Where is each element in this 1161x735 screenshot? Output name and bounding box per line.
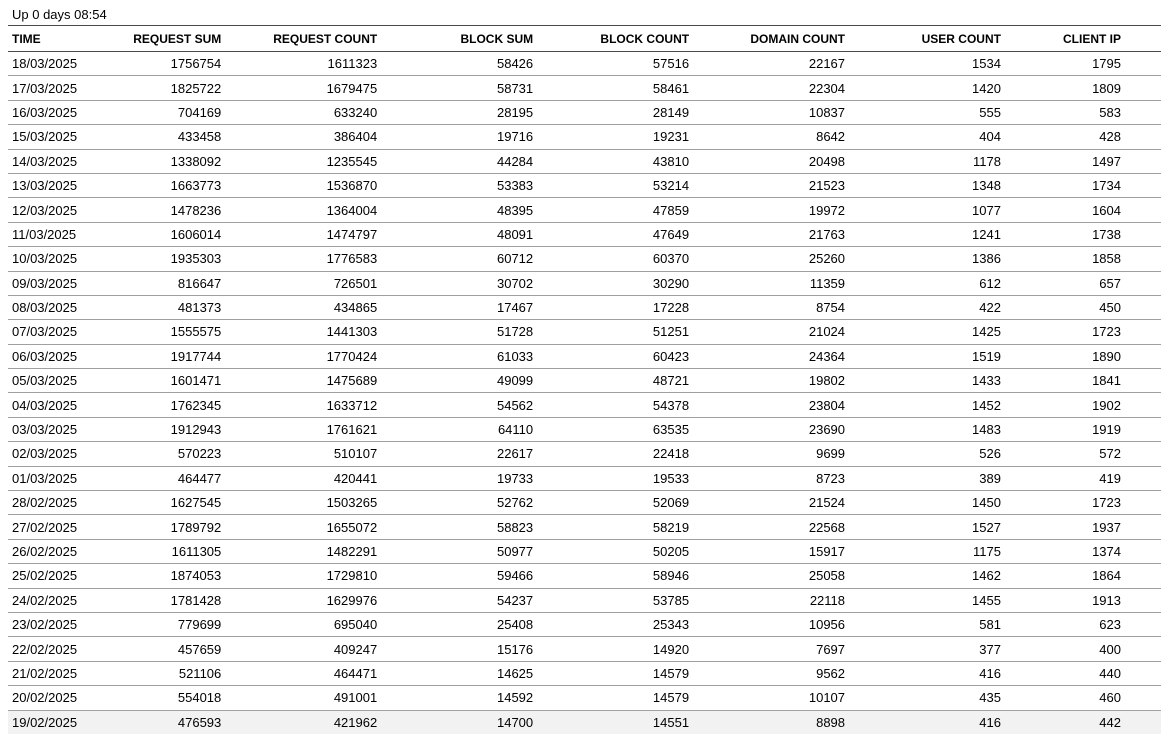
cell-user-count: 389	[849, 466, 1005, 490]
cell-request-sum: 1663773	[108, 173, 225, 197]
cell-request-sum: 1825722	[108, 76, 225, 100]
cell-request-count: 1482291	[225, 539, 381, 563]
cell-client-ip: 1734	[1005, 173, 1161, 197]
cell-client-ip: 442	[1005, 710, 1161, 734]
cell-request-count: 1655072	[225, 515, 381, 539]
cell-request-sum: 1756754	[108, 52, 225, 76]
cell-client-ip: 440	[1005, 661, 1161, 685]
cell-user-count: 1527	[849, 515, 1005, 539]
cell-time: 22/02/2025	[8, 637, 108, 661]
cell-time: 02/03/2025	[8, 442, 108, 466]
cell-user-count: 1425	[849, 320, 1005, 344]
cell-block-count: 22418	[537, 442, 693, 466]
cell-block-count: 17228	[537, 295, 693, 319]
cell-time: 16/03/2025	[8, 100, 108, 124]
cell-time: 11/03/2025	[8, 222, 108, 246]
cell-client-ip: 583	[1005, 100, 1161, 124]
cell-block-count: 51251	[537, 320, 693, 344]
cell-request-count: 695040	[225, 612, 381, 636]
cell-domain-count: 9699	[693, 442, 849, 466]
cell-block-sum: 19716	[381, 125, 537, 149]
cell-domain-count: 7697	[693, 637, 849, 661]
table-row	[8, 686, 1161, 710]
cell-request-count: 1536870	[225, 173, 381, 197]
stats-table	[8, 25, 1161, 734]
cell-request-sum: 1611305	[108, 539, 225, 563]
cell-block-count: 28149	[537, 100, 693, 124]
cell-request-sum: 704169	[108, 100, 225, 124]
cell-block-count: 14551	[537, 710, 693, 734]
cell-block-sum: 22617	[381, 442, 537, 466]
cell-request-sum: 816647	[108, 271, 225, 295]
cell-block-count: 53214	[537, 173, 693, 197]
cell-block-count: 60423	[537, 344, 693, 368]
cell-time: 01/03/2025	[8, 466, 108, 490]
cell-request-sum: 1789792	[108, 515, 225, 539]
cell-user-count: 1175	[849, 539, 1005, 563]
cell-user-count: 1420	[849, 76, 1005, 100]
cell-domain-count: 10837	[693, 100, 849, 124]
cell-block-sum: 54562	[381, 393, 537, 417]
cell-domain-count: 21523	[693, 173, 849, 197]
cell-domain-count: 22304	[693, 76, 849, 100]
cell-block-count: 58461	[537, 76, 693, 100]
table-row	[8, 271, 1161, 295]
cell-request-sum: 570223	[108, 442, 225, 466]
cell-request-count: 633240	[225, 100, 381, 124]
table-row	[8, 710, 1161, 734]
cell-client-ip: 1497	[1005, 149, 1161, 173]
cell-block-sum: 17467	[381, 295, 537, 319]
cell-request-count: 386404	[225, 125, 381, 149]
cell-domain-count: 25260	[693, 247, 849, 271]
column-header-request-sum[interactable]: REQUEST SUM	[108, 26, 225, 52]
cell-request-sum: 521106	[108, 661, 225, 685]
cell-request-count: 1633712	[225, 393, 381, 417]
cell-request-sum: 1874053	[108, 564, 225, 588]
cell-time: 07/03/2025	[8, 320, 108, 344]
cell-client-ip: 657	[1005, 271, 1161, 295]
cell-block-sum: 58823	[381, 515, 537, 539]
cell-block-count: 19231	[537, 125, 693, 149]
table-row	[8, 588, 1161, 612]
cell-client-ip: 1864	[1005, 564, 1161, 588]
cell-time: 05/03/2025	[8, 369, 108, 393]
cell-time: 19/02/2025	[8, 710, 108, 734]
cell-time: 09/03/2025	[8, 271, 108, 295]
cell-request-sum: 1917744	[108, 344, 225, 368]
cell-domain-count: 24364	[693, 344, 849, 368]
cell-request-count: 1474797	[225, 222, 381, 246]
cell-domain-count: 10956	[693, 612, 849, 636]
cell-user-count: 1241	[849, 222, 1005, 246]
cell-client-ip: 623	[1005, 612, 1161, 636]
cell-block-count: 58219	[537, 515, 693, 539]
cell-request-sum: 1781428	[108, 588, 225, 612]
cell-time: 06/03/2025	[8, 344, 108, 368]
cell-domain-count: 8642	[693, 125, 849, 149]
table-row	[8, 173, 1161, 197]
cell-block-sum: 25408	[381, 612, 537, 636]
cell-block-sum: 50977	[381, 539, 537, 563]
table-row	[8, 369, 1161, 393]
cell-client-ip: 1919	[1005, 417, 1161, 441]
cell-request-sum: 1555575	[108, 320, 225, 344]
cell-request-sum: 464477	[108, 466, 225, 490]
cell-block-count: 30290	[537, 271, 693, 295]
cell-block-sum: 14700	[381, 710, 537, 734]
cell-user-count: 435	[849, 686, 1005, 710]
table-row	[8, 125, 1161, 149]
cell-block-sum: 48395	[381, 198, 537, 222]
cell-user-count: 526	[849, 442, 1005, 466]
cell-block-count: 57516	[537, 52, 693, 76]
cell-request-sum: 433458	[108, 125, 225, 149]
table-row	[8, 417, 1161, 441]
cell-time: 10/03/2025	[8, 247, 108, 271]
cell-client-ip: 1858	[1005, 247, 1161, 271]
cell-request-sum: 1601471	[108, 369, 225, 393]
cell-time: 18/03/2025	[8, 52, 108, 76]
cell-domain-count: 22568	[693, 515, 849, 539]
cell-domain-count: 20498	[693, 149, 849, 173]
cell-time: 24/02/2025	[8, 588, 108, 612]
table-row	[8, 247, 1161, 271]
cell-time: 25/02/2025	[8, 564, 108, 588]
cell-block-count: 58946	[537, 564, 693, 588]
cell-block-count: 14579	[537, 661, 693, 685]
cell-block-sum: 61033	[381, 344, 537, 368]
column-header-block-count[interactable]: BLOCK COUNT	[537, 26, 693, 52]
cell-domain-count: 22118	[693, 588, 849, 612]
cell-user-count: 1433	[849, 369, 1005, 393]
cell-user-count: 1455	[849, 588, 1005, 612]
cell-domain-count: 19972	[693, 198, 849, 222]
cell-user-count: 1450	[849, 491, 1005, 515]
cell-request-count: 1611323	[225, 52, 381, 76]
cell-request-sum: 457659	[108, 637, 225, 661]
cell-domain-count: 19802	[693, 369, 849, 393]
table-row	[8, 344, 1161, 368]
cell-request-count: 434865	[225, 295, 381, 319]
table-row	[8, 320, 1161, 344]
cell-block-sum: 52762	[381, 491, 537, 515]
cell-client-ip: 1841	[1005, 369, 1161, 393]
cell-client-ip: 419	[1005, 466, 1161, 490]
cell-block-count: 47649	[537, 222, 693, 246]
cell-client-ip: 1374	[1005, 539, 1161, 563]
cell-block-sum: 60712	[381, 247, 537, 271]
cell-request-count: 1679475	[225, 76, 381, 100]
cell-request-count: 491001	[225, 686, 381, 710]
cell-client-ip: 1723	[1005, 491, 1161, 515]
cell-request-count: 421962	[225, 710, 381, 734]
table-header-row	[8, 26, 1161, 52]
table-row	[8, 442, 1161, 466]
cell-request-sum: 1935303	[108, 247, 225, 271]
cell-time: 13/03/2025	[8, 173, 108, 197]
cell-block-sum: 28195	[381, 100, 537, 124]
cell-time: 03/03/2025	[8, 417, 108, 441]
cell-block-count: 50205	[537, 539, 693, 563]
cell-time: 17/03/2025	[8, 76, 108, 100]
cell-time: 20/02/2025	[8, 686, 108, 710]
cell-user-count: 1077	[849, 198, 1005, 222]
cell-user-count: 416	[849, 661, 1005, 685]
cell-block-sum: 51728	[381, 320, 537, 344]
cell-client-ip: 1937	[1005, 515, 1161, 539]
cell-request-count: 1503265	[225, 491, 381, 515]
cell-request-count: 409247	[225, 637, 381, 661]
cell-request-sum: 1912943	[108, 417, 225, 441]
cell-user-count: 1348	[849, 173, 1005, 197]
cell-request-count: 1761621	[225, 417, 381, 441]
cell-time: 15/03/2025	[8, 125, 108, 149]
cell-user-count: 404	[849, 125, 1005, 149]
cell-client-ip: 1738	[1005, 222, 1161, 246]
cell-time: 08/03/2025	[8, 295, 108, 319]
cell-time: 26/02/2025	[8, 539, 108, 563]
cell-block-sum: 14592	[381, 686, 537, 710]
cell-block-sum: 49099	[381, 369, 537, 393]
cell-domain-count: 25058	[693, 564, 849, 588]
cell-block-sum: 64110	[381, 417, 537, 441]
cell-user-count: 1386	[849, 247, 1005, 271]
cell-block-sum: 14625	[381, 661, 537, 685]
cell-request-count: 510107	[225, 442, 381, 466]
cell-request-count: 1235545	[225, 149, 381, 173]
cell-block-sum: 48091	[381, 222, 537, 246]
cell-time: 14/03/2025	[8, 149, 108, 173]
cell-client-ip: 1913	[1005, 588, 1161, 612]
cell-request-sum: 1762345	[108, 393, 225, 417]
table-row	[8, 222, 1161, 246]
cell-client-ip: 1902	[1005, 393, 1161, 417]
cell-block-count: 14920	[537, 637, 693, 661]
cell-time: 12/03/2025	[8, 198, 108, 222]
cell-user-count: 612	[849, 271, 1005, 295]
cell-time: 21/02/2025	[8, 661, 108, 685]
column-header-user-count[interactable]: USER COUNT	[849, 26, 1005, 52]
cell-client-ip: 1723	[1005, 320, 1161, 344]
table-row	[8, 515, 1161, 539]
cell-request-count: 1770424	[225, 344, 381, 368]
table-row	[8, 52, 1161, 76]
cell-block-sum: 58731	[381, 76, 537, 100]
cell-block-count: 25343	[537, 612, 693, 636]
cell-domain-count: 8898	[693, 710, 849, 734]
cell-block-sum: 53383	[381, 173, 537, 197]
cell-user-count: 1452	[849, 393, 1005, 417]
cell-domain-count: 21024	[693, 320, 849, 344]
cell-user-count: 581	[849, 612, 1005, 636]
cell-block-sum: 59466	[381, 564, 537, 588]
cell-domain-count: 9562	[693, 661, 849, 685]
cell-request-count: 1729810	[225, 564, 381, 588]
column-header-client-ip[interactable]: CLIENT IP	[1005, 26, 1161, 52]
cell-request-sum: 1338092	[108, 149, 225, 173]
cell-block-sum: 44284	[381, 149, 537, 173]
table-row	[8, 466, 1161, 490]
table-row	[8, 491, 1161, 515]
cell-block-sum: 19733	[381, 466, 537, 490]
cell-client-ip: 1795	[1005, 52, 1161, 76]
cell-client-ip: 400	[1005, 637, 1161, 661]
cell-request-sum: 1478236	[108, 198, 225, 222]
cell-time: 04/03/2025	[8, 393, 108, 417]
cell-user-count: 1462	[849, 564, 1005, 588]
cell-request-sum: 779699	[108, 612, 225, 636]
cell-block-sum: 58426	[381, 52, 537, 76]
cell-request-count: 1629976	[225, 588, 381, 612]
column-header-domain-count[interactable]: DOMAIN COUNT	[693, 26, 849, 52]
cell-request-count: 420441	[225, 466, 381, 490]
cell-domain-count: 21763	[693, 222, 849, 246]
cell-request-count: 1441303	[225, 320, 381, 344]
cell-block-sum: 54237	[381, 588, 537, 612]
cell-domain-count: 8754	[693, 295, 849, 319]
cell-time: 27/02/2025	[8, 515, 108, 539]
cell-domain-count: 22167	[693, 52, 849, 76]
table-row	[8, 661, 1161, 685]
table-row	[8, 612, 1161, 636]
cell-user-count: 1483	[849, 417, 1005, 441]
cell-client-ip: 1604	[1005, 198, 1161, 222]
table-row	[8, 539, 1161, 563]
cell-block-count: 19533	[537, 466, 693, 490]
cell-block-sum: 30702	[381, 271, 537, 295]
cell-block-count: 53785	[537, 588, 693, 612]
cell-block-count: 14579	[537, 686, 693, 710]
cell-block-count: 54378	[537, 393, 693, 417]
table-row	[8, 637, 1161, 661]
cell-block-sum: 15176	[381, 637, 537, 661]
table-body	[8, 52, 1161, 734]
cell-block-count: 52069	[537, 491, 693, 515]
cell-block-count: 48721	[537, 369, 693, 393]
table-row	[8, 76, 1161, 100]
cell-domain-count: 23804	[693, 393, 849, 417]
cell-block-count: 63535	[537, 417, 693, 441]
cell-request-sum: 1627545	[108, 491, 225, 515]
cell-request-sum: 476593	[108, 710, 225, 734]
table-row	[8, 393, 1161, 417]
cell-domain-count: 21524	[693, 491, 849, 515]
column-header-time[interactable]: TIME	[8, 26, 108, 52]
cell-client-ip: 1890	[1005, 344, 1161, 368]
cell-request-count: 726501	[225, 271, 381, 295]
column-header-request-count[interactable]: REQUEST COUNT	[225, 26, 381, 52]
cell-time: 23/02/2025	[8, 612, 108, 636]
cell-user-count: 1178	[849, 149, 1005, 173]
column-header-block-sum[interactable]: BLOCK SUM	[381, 26, 537, 52]
cell-request-count: 1475689	[225, 369, 381, 393]
cell-domain-count: 8723	[693, 466, 849, 490]
cell-domain-count: 10107	[693, 686, 849, 710]
table-row	[8, 295, 1161, 319]
cell-client-ip: 428	[1005, 125, 1161, 149]
table-row	[8, 149, 1161, 173]
cell-domain-count: 23690	[693, 417, 849, 441]
cell-domain-count: 11359	[693, 271, 849, 295]
cell-user-count: 1534	[849, 52, 1005, 76]
cell-block-count: 47859	[537, 198, 693, 222]
cell-user-count: 555	[849, 100, 1005, 124]
table-row	[8, 564, 1161, 588]
cell-client-ip: 1809	[1005, 76, 1161, 100]
cell-request-count: 464471	[225, 661, 381, 685]
cell-block-count: 43810	[537, 149, 693, 173]
cell-request-sum: 554018	[108, 686, 225, 710]
table-row	[8, 100, 1161, 124]
cell-user-count: 1519	[849, 344, 1005, 368]
cell-client-ip: 572	[1005, 442, 1161, 466]
cell-user-count: 377	[849, 637, 1005, 661]
cell-domain-count: 15917	[693, 539, 849, 563]
cell-user-count: 416	[849, 710, 1005, 734]
cell-user-count: 422	[849, 295, 1005, 319]
cell-request-count: 1364004	[225, 198, 381, 222]
cell-time: 28/02/2025	[8, 491, 108, 515]
table-row	[8, 198, 1161, 222]
cell-request-sum: 481373	[108, 295, 225, 319]
uptime-status: Up 0 days 08:54	[12, 7, 107, 22]
cell-client-ip: 450	[1005, 295, 1161, 319]
cell-client-ip: 460	[1005, 686, 1161, 710]
cell-request-sum: 1606014	[108, 222, 225, 246]
cell-block-count: 60370	[537, 247, 693, 271]
cell-request-count: 1776583	[225, 247, 381, 271]
